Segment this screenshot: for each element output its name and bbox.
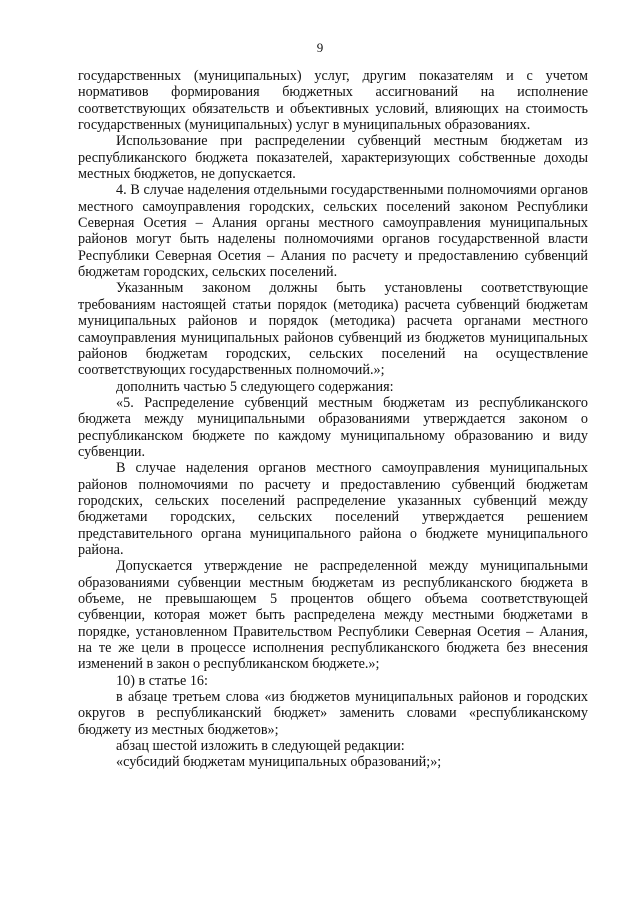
paragraph: Допускается утверждение не распределенной между муниципальными образованиями субвенции местным бюджетам из республиканского бюджета в объеме, не превышающем 5 процентов общего объема соответствующей субвенции, которая может быть распределена между местными бюджетами в порядке, установленном Правительством Республики Северная Осетия – Алания, на те же цели в процессе исполнения республиканского бюджета без внесения изменений в закон о республиканском бюджете.»; xyxy=(78,558,588,673)
paragraph: 10) в статье 16: xyxy=(116,672,208,689)
page-number: 9 xyxy=(316,40,324,55)
paragraph: дополнить частью 5 следующего содержания: xyxy=(116,378,394,395)
paragraph: В случае наделения органов местного самоуправления муниципальных районов полномочиями по расчету и предоставлению субвенций бюджетам городских, сельских поселений распределение указанных субвенций между бюджетами городских, сельских поселений утверждается решением представительного органа муниципального района о бюджете муниципального района. xyxy=(78,460,588,558)
paragraph: Указанным законом должны быть установлены соответствующие требованиям настоящей статьи порядок (методика) расчета субвенций бюджетам муниципальных районов и порядок (методика) расчета органами местного самоуправления муниципальных районов субвенций из бюджетов муниципальных районов бюджетам городских, сельских поселений на осуществление соответствующих государственных полномочий.»; xyxy=(78,280,588,379)
document-body xyxy=(78,68,588,771)
paragraph: в абзаце третьем слова «из бюджетов муниципальных районов и городских округов в республиканский бюджет» заменить словами «республиканскому бюджету из местных бюджетов»; xyxy=(78,689,588,738)
paragraph: абзац шестой изложить в следующей редакции: xyxy=(116,738,405,755)
paragraph: 4. В случае наделения отдельными государственными полномочиями органов местного самоуправления городских, сельских поселений законом Республики Северная Осетия – Алания органы местного самоуправления муниципальных районов могут быть наделены полномочиями органов государственной власти Республики Северная Осетия – Алания по расчету и предоставлению субвенций бюджетам городских, сельских поселений. xyxy=(78,182,588,281)
paragraph: «субсидий бюджетам муниципальных образований;»; xyxy=(116,754,442,771)
paragraph: государственных (муниципальных) услуг, другим показателям и с учетом нормативов формирования бюджетных ассигнований на исполнение соответствующих обязательств и объективных условий, влияющих на стоимость государственных (муниципальных) услуг в муниципальных образованиях. xyxy=(78,68,588,134)
paragraph: Использование при распределении субвенций местным бюджетам из республиканского бюджета показателей, характеризующих собственные доходы местных бюджетов, не допускается. xyxy=(78,133,588,183)
paragraph: «5. Распределение субвенций местным бюджетам из республиканского бюджета между муниципальными образованиями утверждается законом о республиканском бюджете по каждому муниципальному образованию и виду субвенции. xyxy=(78,394,588,460)
